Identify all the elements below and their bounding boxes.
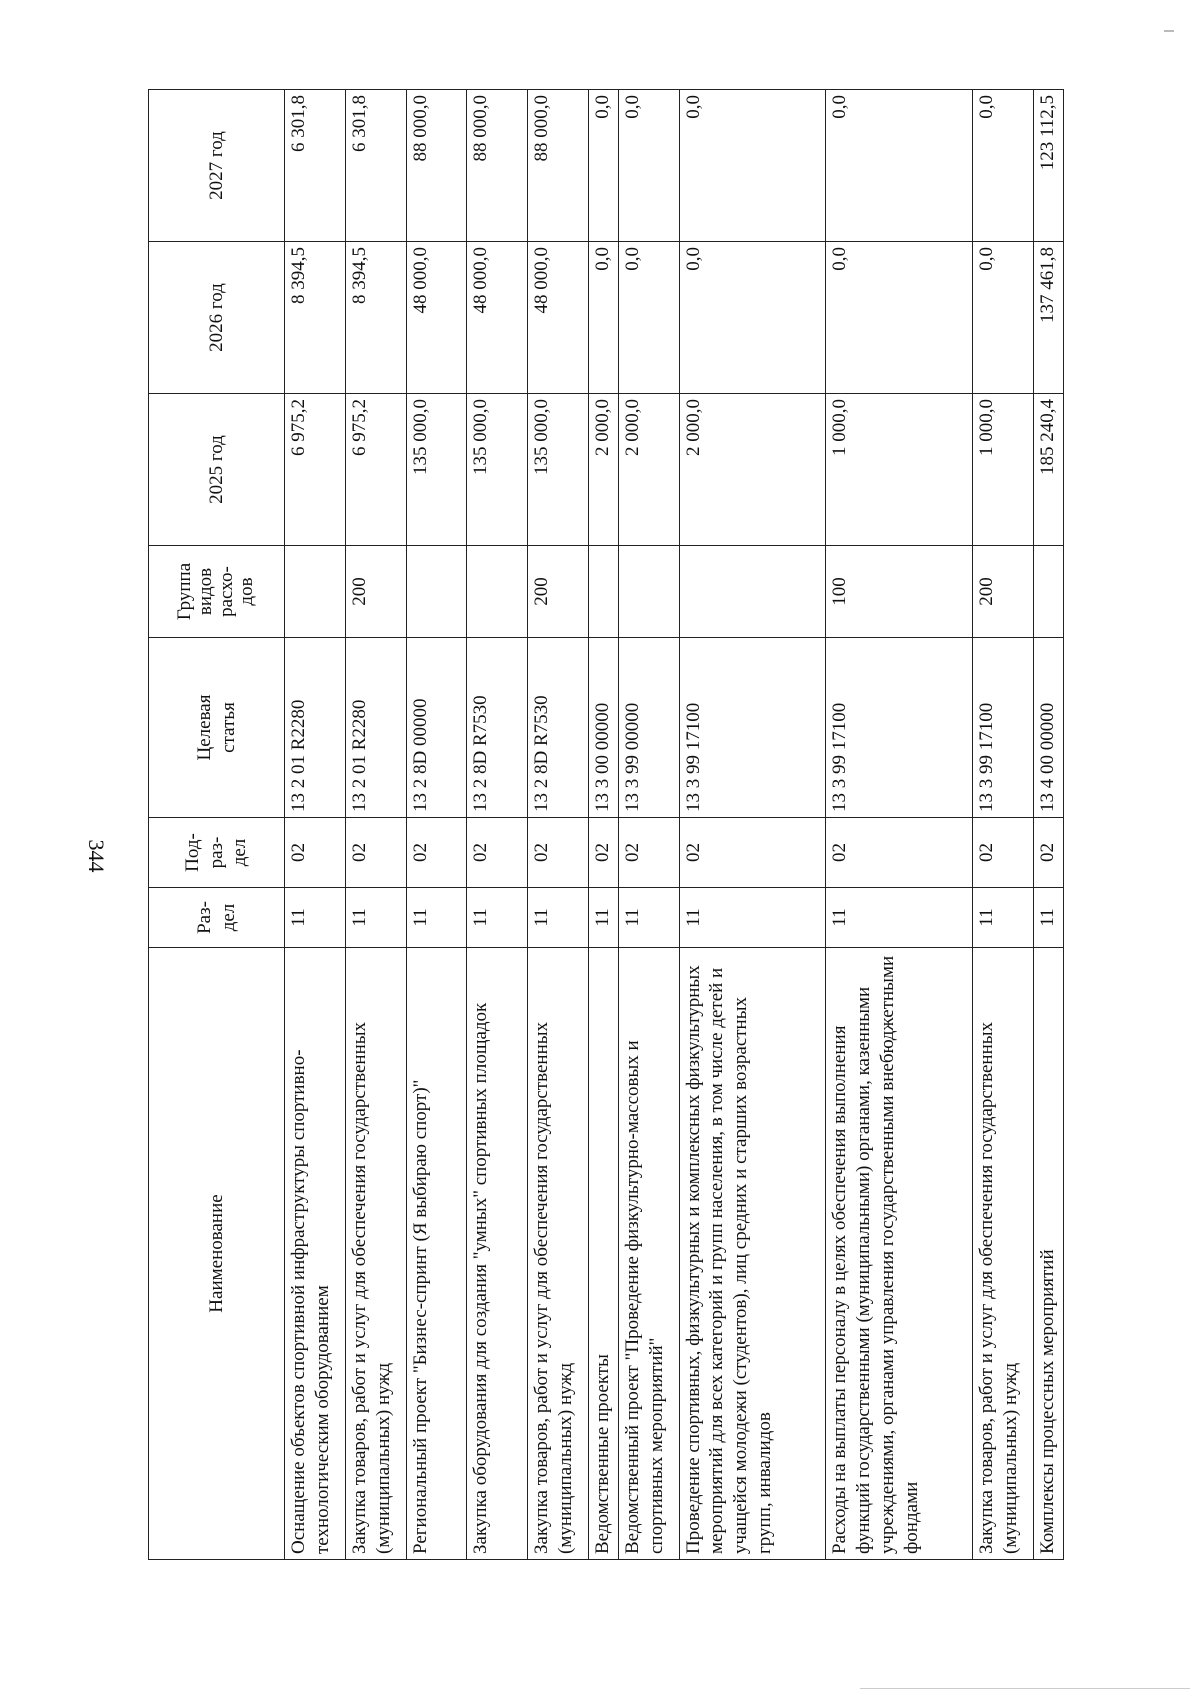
row-name: Расходы на выплаты персоналу в целях обеспечения выполнения функций государственными (муниципальными) органами, казенными учреждениями, органами управления государственными внебюджетными фондами — [826, 948, 973, 1560]
row-tselevaya: 13 4 00 00000 — [1033, 638, 1063, 818]
row-2025: 2 000,0 — [679, 394, 826, 546]
row-2025: 135 000,0 — [528, 394, 589, 546]
row-tselevaya: 13 3 00 00000 — [588, 638, 618, 818]
table-row — [528, 90, 589, 1560]
table-row — [1033, 90, 1063, 1560]
row-2025: 135 000,0 — [467, 394, 528, 546]
row-gruppa: 100 — [826, 546, 973, 638]
row-gruppa — [618, 546, 679, 638]
table-row — [618, 90, 679, 1560]
row-2026: 137 461,8 — [1033, 242, 1063, 394]
header-2027: 2027 год — [149, 90, 285, 242]
page-number: 344 — [84, 839, 109, 873]
row-name: Ведомственные проекты — [588, 948, 618, 1560]
row-gruppa — [285, 546, 346, 638]
row-2027: 88 000,0 — [406, 90, 467, 242]
row-gruppa: 200 — [528, 546, 589, 638]
header-2026: 2026 год — [149, 242, 285, 394]
row-2025: 2 000,0 — [588, 394, 618, 546]
rotated-table-container — [148, 90, 1064, 1560]
row-razdel: 11 — [588, 888, 618, 948]
row-2027: 0,0 — [618, 90, 679, 242]
row-razdel: 11 — [345, 888, 406, 948]
row-razdel: 11 — [528, 888, 589, 948]
scan-line — [860, 1688, 1190, 1689]
scan-mark — [1164, 30, 1174, 32]
row-gruppa — [679, 546, 826, 638]
row-2026: 0,0 — [973, 242, 1034, 394]
row-2026: 0,0 — [618, 242, 679, 394]
header-2025: 2025 год — [149, 394, 285, 546]
row-podrazdel: 02 — [467, 818, 528, 888]
row-2025: 185 240,4 — [1033, 394, 1063, 546]
row-2027: 0,0 — [588, 90, 618, 242]
row-gruppa — [467, 546, 528, 638]
row-podrazdel: 02 — [406, 818, 467, 888]
row-2025: 6 975,2 — [285, 394, 346, 546]
row-podrazdel: 02 — [588, 818, 618, 888]
row-gruppa: 200 — [345, 546, 406, 638]
row-name: Закупка товаров, работ и услуг для обеспечения государственных (муниципальных) нужд — [973, 948, 1034, 1560]
row-2026: 48 000,0 — [467, 242, 528, 394]
row-name: Региональный проект "Бизнес-спринт (Я выбираю спорт)" — [406, 948, 467, 1560]
budget-table — [148, 89, 1064, 1560]
row-tselevaya: 13 3 99 17100 — [973, 638, 1034, 818]
table-row — [826, 90, 973, 1560]
row-podrazdel: 02 — [618, 818, 679, 888]
table-row — [588, 90, 618, 1560]
row-2026: 48 000,0 — [406, 242, 467, 394]
row-2027: 88 000,0 — [528, 90, 589, 242]
row-tselevaya: 13 2 8D 00000 — [406, 638, 467, 818]
row-name: Оснащение объектов спортивной инфраструктуры спортивно-технологическим оборудованием — [285, 948, 346, 1560]
row-2025: 2 000,0 — [618, 394, 679, 546]
row-podrazdel: 02 — [285, 818, 346, 888]
row-tselevaya: 13 2 01 R2280 — [285, 638, 346, 818]
row-2026: 8 394,5 — [345, 242, 406, 394]
row-2027: 6 301,8 — [345, 90, 406, 242]
row-2025: 135 000,0 — [406, 394, 467, 546]
row-2026: 0,0 — [826, 242, 973, 394]
row-2027: 6 301,8 — [285, 90, 346, 242]
row-tselevaya: 13 2 01 R2280 — [345, 638, 406, 818]
row-name: Комплексы процессных мероприятий — [1033, 948, 1063, 1560]
table-row — [973, 90, 1034, 1560]
row-2026: 8 394,5 — [285, 242, 346, 394]
row-gruppa: 200 — [973, 546, 1034, 638]
row-podrazdel: 02 — [1033, 818, 1063, 888]
row-tselevaya: 13 2 8D R7530 — [528, 638, 589, 818]
row-gruppa — [406, 546, 467, 638]
table-header-row — [149, 90, 285, 1560]
row-name: Проведение спортивных, физкультурных и комплексных физкультурных мероприятий для всех категорий и групп населения, в том числе детей и учащейся молодежи (студентов), лиц средних и старших возрастных групп, инвалидов — [679, 948, 826, 1560]
row-tselevaya: 13 3 99 17100 — [826, 638, 973, 818]
row-razdel: 11 — [1033, 888, 1063, 948]
row-tselevaya: 13 2 8D R7530 — [467, 638, 528, 818]
row-razdel: 11 — [679, 888, 826, 948]
row-2027: 123 112,5 — [1033, 90, 1063, 242]
row-razdel: 11 — [618, 888, 679, 948]
table-row — [679, 90, 826, 1560]
header-tselevaya-statya: Целевая статья — [149, 638, 285, 818]
row-tselevaya: 13 3 99 00000 — [618, 638, 679, 818]
row-gruppa — [1033, 546, 1063, 638]
row-name: Ведомственный проект "Проведение физкультурно-массовых и спортивных мероприятий" — [618, 948, 679, 1560]
row-2027: 0,0 — [826, 90, 973, 242]
table-row — [406, 90, 467, 1560]
row-name: Закупка оборудования для создания "умных" спортивных площадок — [467, 948, 528, 1560]
row-razdel: 11 — [406, 888, 467, 948]
row-podrazdel: 02 — [679, 818, 826, 888]
header-name: Наименование — [149, 948, 285, 1560]
row-razdel: 11 — [826, 888, 973, 948]
row-podrazdel: 02 — [973, 818, 1034, 888]
row-podrazdel: 02 — [826, 818, 973, 888]
row-2026: 0,0 — [588, 242, 618, 394]
header-gruppa-vidov-raskhodov: Группа видов расхо- дов — [149, 546, 285, 638]
header-podrazdel: Под- раз- дел — [149, 818, 285, 888]
row-2026: 0,0 — [679, 242, 826, 394]
row-gruppa — [588, 546, 618, 638]
row-name: Закупка товаров, работ и услуг для обеспечения государственных (муниципальных) нужд — [528, 948, 589, 1560]
row-2026: 48 000,0 — [528, 242, 589, 394]
row-2025: 6 975,2 — [345, 394, 406, 546]
row-name: Закупка товаров, работ и услуг для обеспечения государственных (муниципальных) нужд — [345, 948, 406, 1560]
row-podrazdel: 02 — [528, 818, 589, 888]
table-row — [285, 90, 346, 1560]
table-row — [345, 90, 406, 1560]
header-razdel: Раз- дел — [149, 888, 285, 948]
row-podrazdel: 02 — [345, 818, 406, 888]
row-2025: 1 000,0 — [973, 394, 1034, 546]
row-razdel: 11 — [285, 888, 346, 948]
row-razdel: 11 — [973, 888, 1034, 948]
table-row — [467, 90, 528, 1560]
row-razdel: 11 — [467, 888, 528, 948]
row-tselevaya: 13 3 99 17100 — [679, 638, 826, 818]
row-2025: 1 000,0 — [826, 394, 973, 546]
row-2027: 0,0 — [679, 90, 826, 242]
row-2027: 88 000,0 — [467, 90, 528, 242]
row-2027: 0,0 — [973, 90, 1034, 242]
